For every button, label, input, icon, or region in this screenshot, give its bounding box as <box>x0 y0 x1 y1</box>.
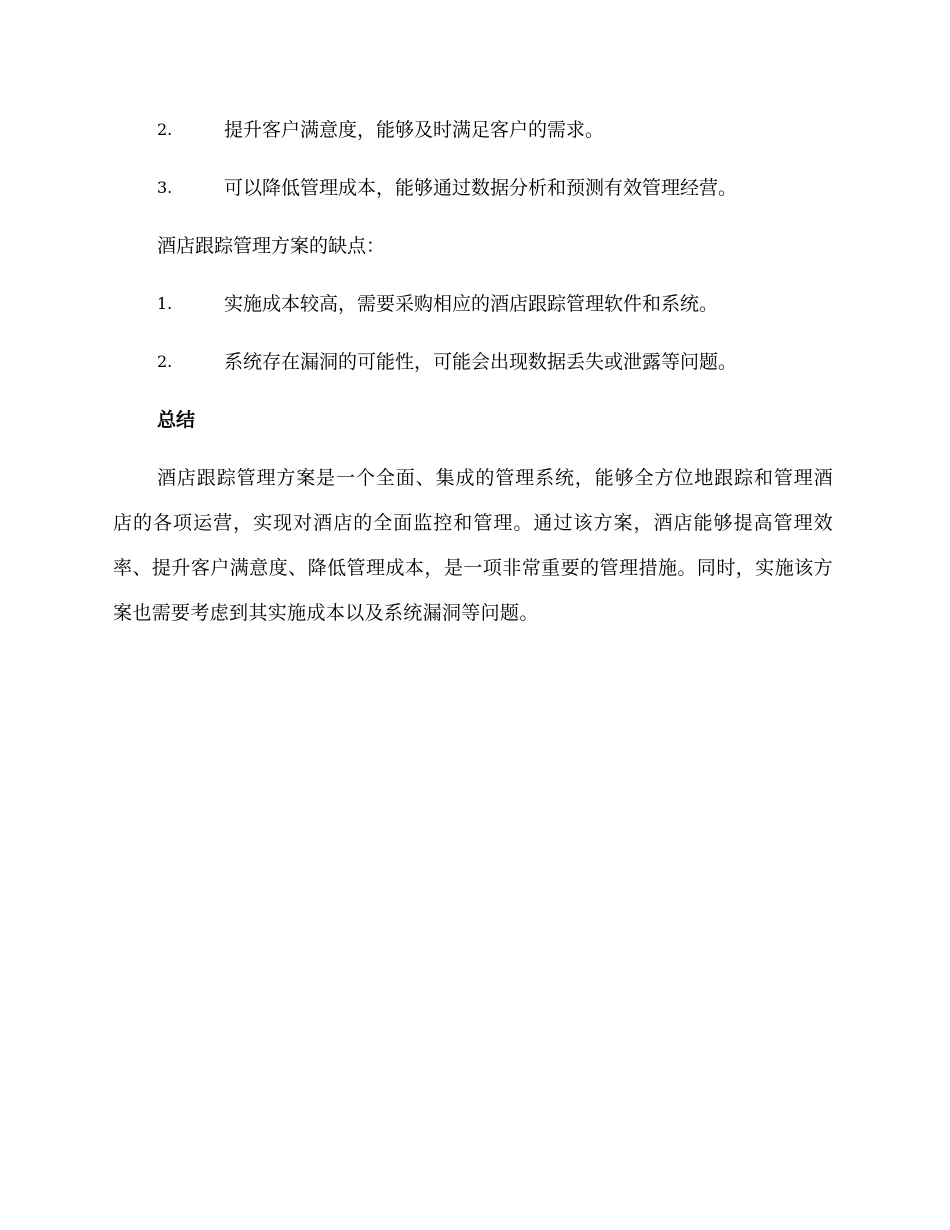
disadvantages-heading: 酒店跟踪管理方案的缺点： <box>157 235 386 257</box>
list-text: 提升客户满意度，能够及时满足客户的需求。 <box>224 119 605 141</box>
summary-paragraph: 酒店跟踪管理方案是一个全面、集成的管理系统，能够全方位地跟踪和管理酒店的各项运营，实现对酒店的全面监控和管理。通过该方案，酒店能够提高管理效率、提升客户满意度、降低管理成本，是一项非常重要的管理措施。同时，实施该方案也需要考虑到其实施成本以及系统漏洞等问题。 <box>113 467 833 624</box>
list-number: 2. <box>157 352 173 371</box>
list-number: 2. <box>157 120 173 139</box>
list-number: 1. <box>157 294 173 313</box>
list-item <box>113 112 833 170</box>
list-item <box>113 286 833 344</box>
list-text: 实施成本较高，需要采购相应的酒店跟踪管理软件和系统。 <box>224 293 719 315</box>
list-item <box>113 170 833 228</box>
list-number: 3. <box>157 178 173 197</box>
list-text: 可以降低管理成本，能够通过数据分析和预测有效管理经营。 <box>224 177 738 199</box>
summary-title: 总结 <box>157 409 196 431</box>
document-content <box>113 112 833 636</box>
list-item <box>113 344 833 402</box>
list-text: 系统存在漏洞的可能性，可能会出现数据丢失或泄露等问题。 <box>224 351 738 373</box>
